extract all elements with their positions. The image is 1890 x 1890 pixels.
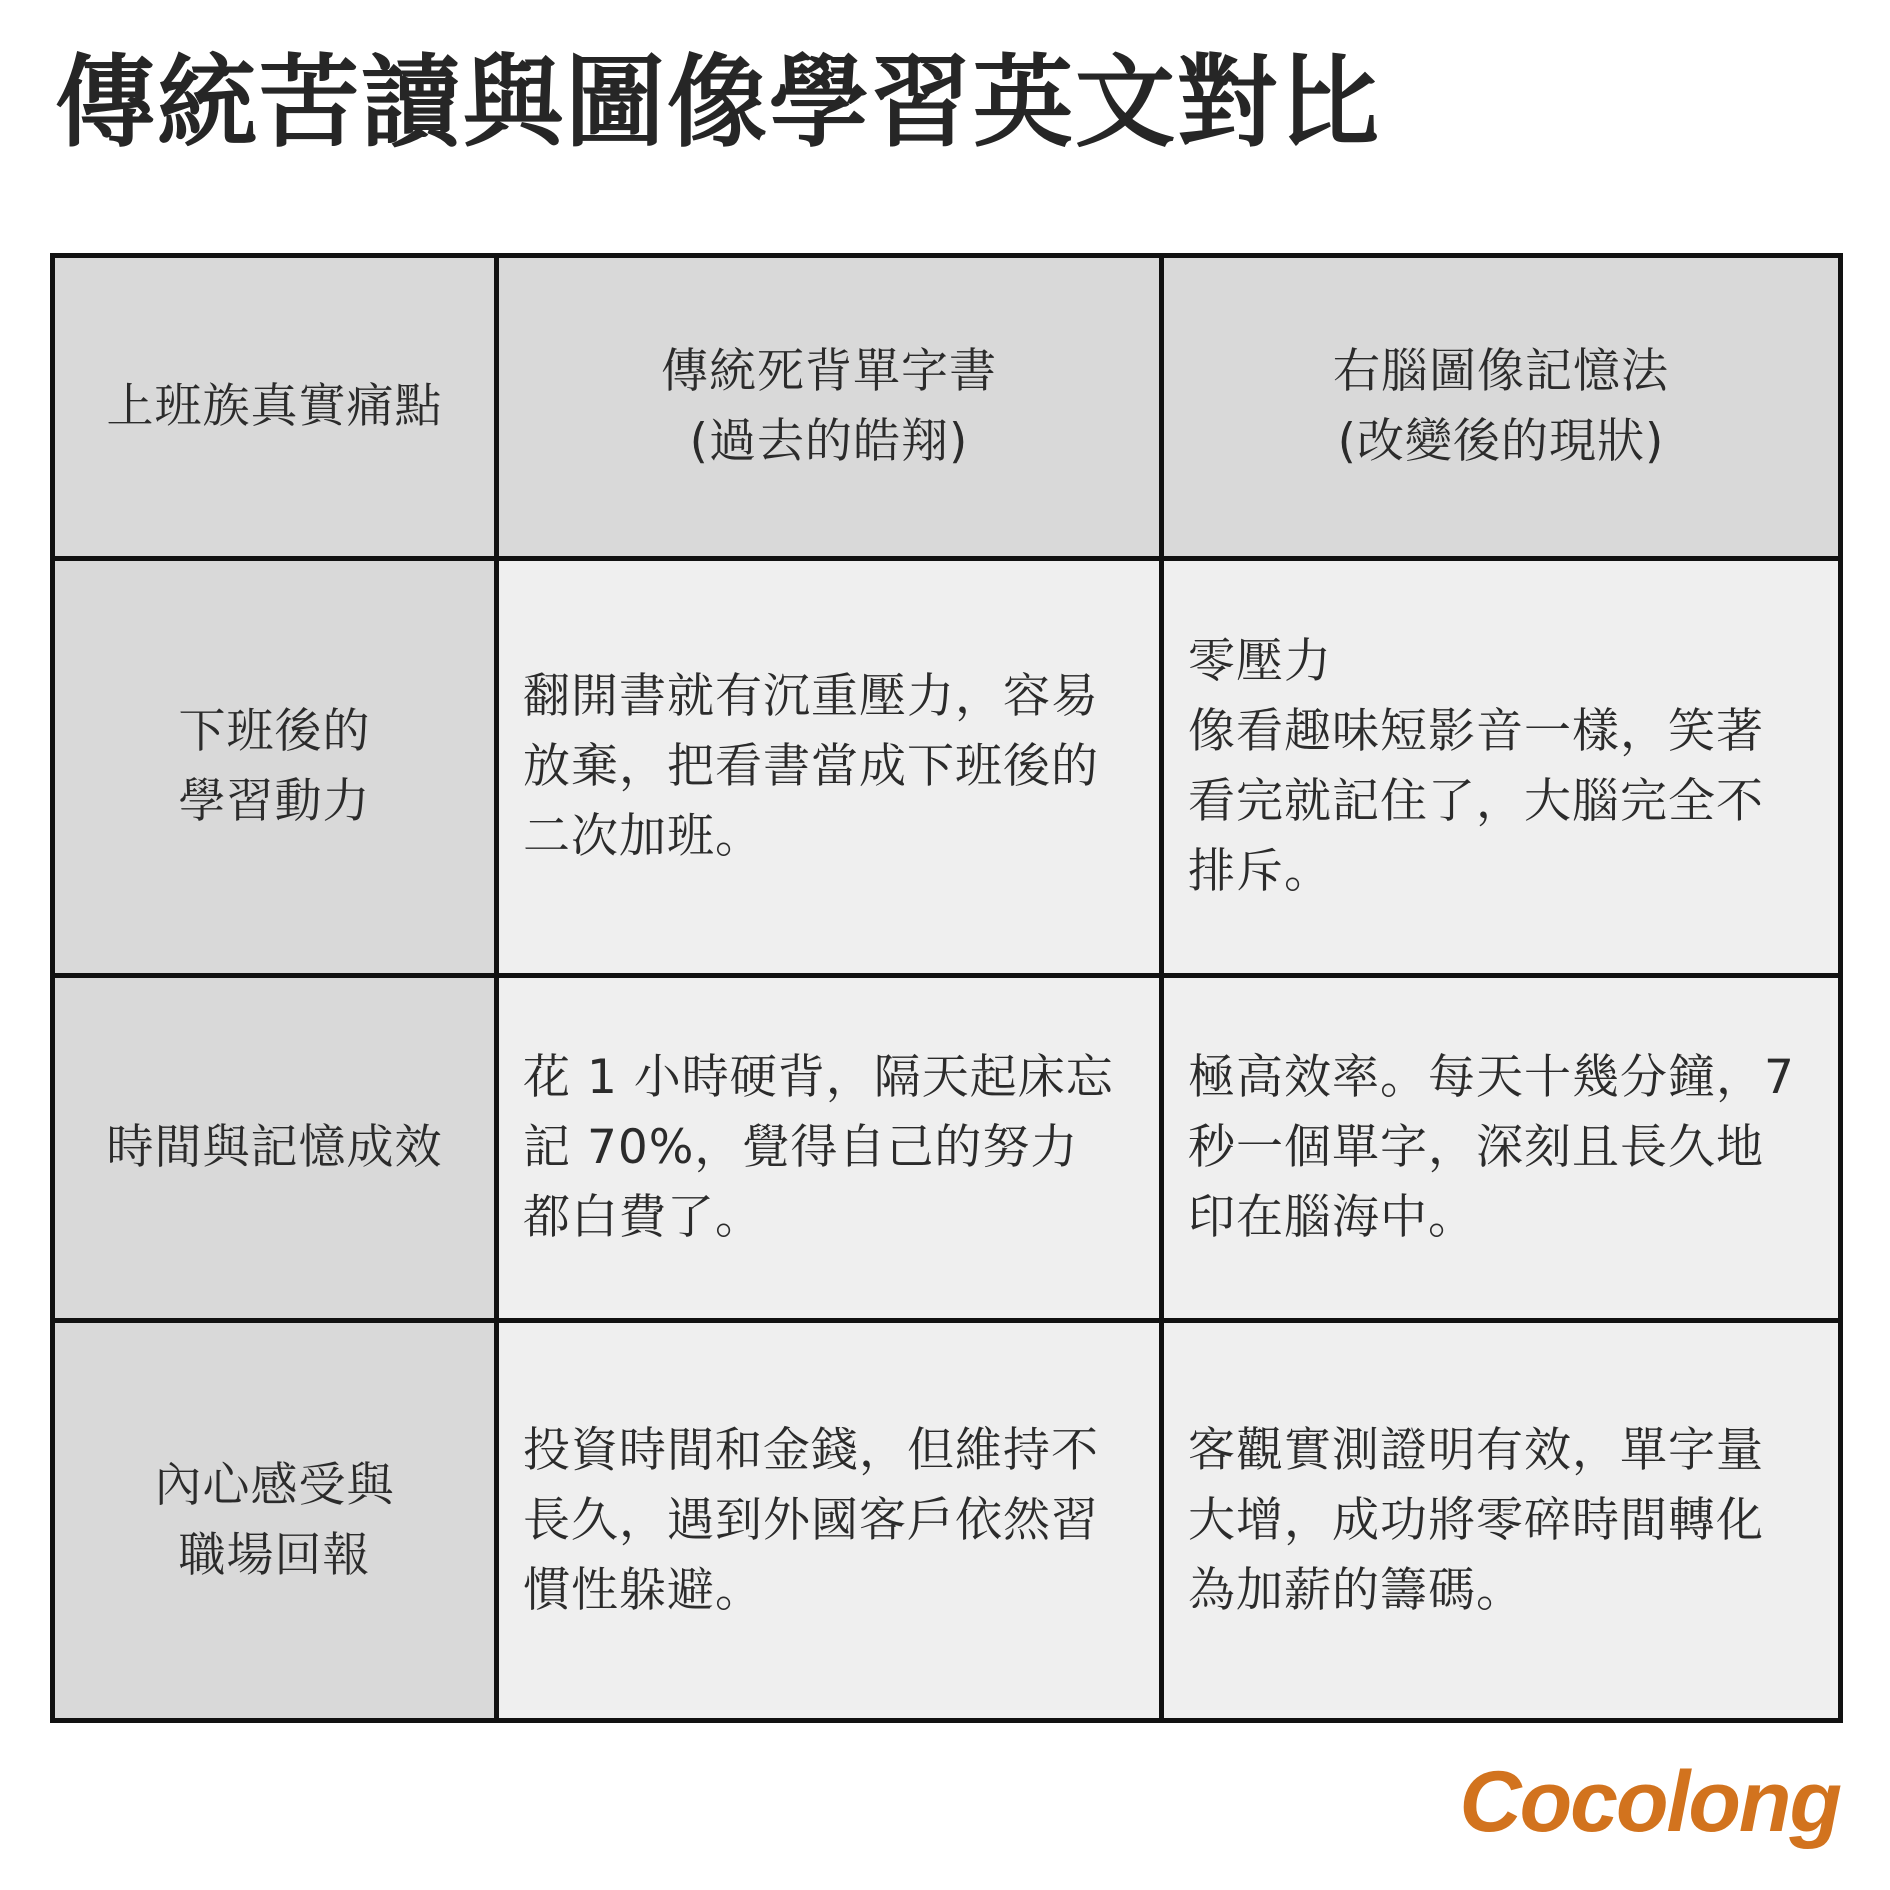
cell-line: 放棄，把看書當成下班後的 [523, 739, 1099, 794]
cell-line: 像看趣味短影音一樣，笑著 [1188, 704, 1764, 759]
cell-line: 翻開書就有沉重壓力，容易 [523, 669, 1099, 724]
cell-line: 零壓力 [1188, 634, 1332, 689]
traditional-cell [499, 561, 1159, 973]
traditional-cell [499, 1323, 1159, 1718]
header-pain-points [55, 258, 494, 556]
image-method-cell [1164, 1323, 1838, 1718]
page-title: 傳統苦讀與圖像學習英文對比 [55, 44, 1381, 161]
cell-line: 大增，成功將零碎時間轉化 [1188, 1492, 1764, 1548]
cell-line: 排斥。 [1188, 844, 1332, 899]
cell-line: 花 1 小時硬背，隔天起床忘 [523, 1050, 1114, 1105]
row-label-line: 時間與記憶成效 [106, 1120, 443, 1175]
cell-line: 看完就記住了，大腦完全不 [1188, 774, 1764, 829]
row-label [55, 561, 494, 973]
image-method-cell [1164, 561, 1838, 973]
traditional-cell [499, 978, 1159, 1318]
cell-line: 慣性躲避。 [523, 1562, 763, 1618]
header-pain-points-line: 上班族真實痛點 [106, 379, 443, 434]
row-label-line: 學習動力 [178, 774, 371, 829]
cocolong-logo: Cocolong [1459, 1754, 1840, 1850]
cell-line: 印在腦海中。 [1188, 1190, 1476, 1245]
cell-line: 秒一個單字，深刻且長久地 [1188, 1120, 1764, 1175]
row-label [55, 1323, 494, 1718]
cell-line: 極高效率。每天十幾分鐘，7 [1188, 1050, 1795, 1105]
cell-line: 投資時間和金錢，但維持不 [523, 1422, 1099, 1478]
cell-line: 長久，遇到外國客戶依然習 [523, 1492, 1099, 1548]
header-image-method [1164, 258, 1838, 556]
header-image-method-line: 右腦圖像記憶法 [1333, 344, 1669, 399]
cell-line: 都白費了。 [523, 1190, 763, 1245]
cell-line: 為加薪的籌碼。 [1188, 1562, 1524, 1618]
row-label [55, 978, 494, 1318]
header-traditional-line: (過去的皓翔) [689, 414, 969, 469]
header-traditional [499, 258, 1159, 556]
cell-line: 二次加班。 [523, 809, 763, 864]
row-label-line: 下班後的 [178, 704, 371, 759]
cell-line: 客觀實測證明有效，單字量 [1188, 1422, 1764, 1478]
row-label-line: 職場回報 [178, 1527, 371, 1583]
row-label-line: 內心感受與 [154, 1457, 395, 1513]
comparison-table [50, 253, 1843, 1723]
header-traditional-line: 傳統死背單字書 [661, 344, 997, 399]
cell-line: 記 70%，覺得自己的努力 [523, 1120, 1079, 1175]
header-image-method-line: (改變後的現狀) [1337, 414, 1665, 469]
image-method-cell [1164, 978, 1838, 1318]
